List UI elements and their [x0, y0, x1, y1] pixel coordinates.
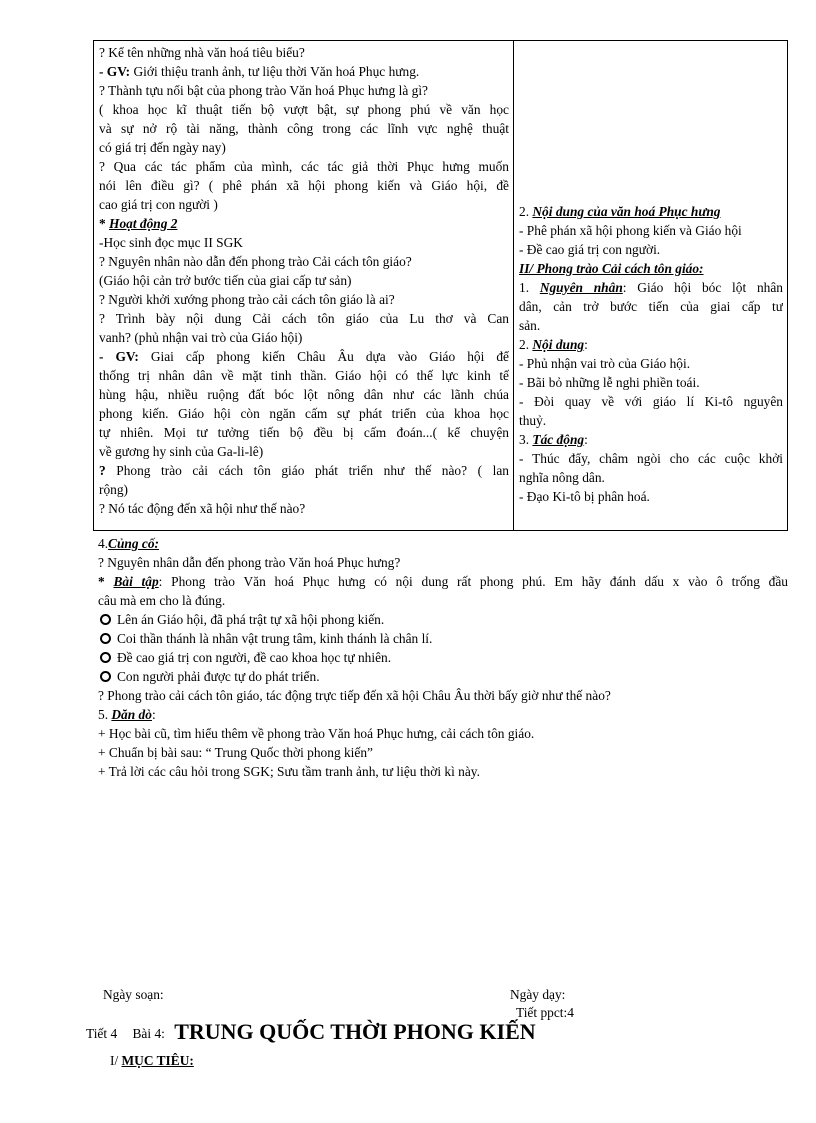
text-line: - Thúc đẩy, châm ngòi cho các cuộc khởi [519, 451, 783, 466]
text-line: - Đòi quay về với giáo lí Ki-tô nguyên [519, 394, 783, 409]
activity-heading: * Hoạt động 2 [99, 216, 178, 231]
text-line: - Đạo Ki-tô bị phân hoá. [519, 489, 650, 504]
text-line: thống trị nhân dân về mặt tinh thần. Giáo hội có thế lực kinh tế [99, 368, 509, 383]
objectives-heading: I/ MỤC TIÊU: [110, 1053, 194, 1068]
cause-line: 1. Nguyên nhân: Giáo hội bóc lột nhân [519, 280, 783, 295]
text-line: - Bãi bỏ những lễ nghi phiền toái. [519, 375, 700, 390]
text-line: - Đề cao giá trị con người. [519, 242, 661, 257]
text-line: ( khoa học kĩ thuật tiến bộ vượt bật, sự phong phú về văn học [99, 102, 509, 117]
text-line: ? Thành tựu nổi bật của phong trào Văn hoá Phục hưng là gì? [99, 83, 428, 98]
text-line: ? Phong trào cải cách tôn giáo, tác động trực tiếp đến xã hội Châu Âu thời bấy giờ như thế nào? [98, 688, 611, 703]
radio-circle-icon[interactable] [100, 652, 111, 663]
option-item[interactable]: Đề cao giá trị con người, đề cao khoa học tự nhiên. [98, 648, 788, 667]
text-line: có giá trị đến ngày nay) [99, 140, 226, 155]
text-line: + Học bài cũ, tìm hiểu thêm về phong trào Văn hoá Phục hưng, cải cách tôn giáo. [98, 726, 535, 741]
text-line: + Chuẩn bị bài sau: “ Trung Quốc thời phong kiến” [98, 745, 373, 760]
option-item[interactable]: Con người phải được tự do phát triển. [98, 667, 788, 686]
option-item[interactable]: Lên án Giáo hội, đã phá trật tự xã hội phong kiến. [98, 610, 788, 629]
lesson-number: Bài 4: [132, 1026, 165, 1041]
lesson-content-column [514, 41, 787, 530]
text-line: thuỷ. [519, 413, 547, 428]
date-prepared: Ngày soạn: [103, 987, 164, 1002]
text-line: - Phủ nhận vai trò của Giáo hội. [519, 356, 691, 371]
text-line: nghĩa nông dân. [519, 470, 605, 485]
text-line: vanh? (phủ nhận vai trò của Giáo hội) [99, 330, 303, 345]
radio-circle-icon[interactable] [100, 671, 111, 682]
text-line: ? Kể tên những nhà văn hoá tiêu biểu? [99, 45, 305, 60]
radio-circle-icon[interactable] [100, 614, 111, 625]
text-line: dân, cản trở bước tiến của giai cấp tư [519, 299, 783, 314]
text-line: hùng hậu, nhiều ruộng đất bóc lột nông dân như các lãnh chúa [99, 387, 509, 402]
period-ppct: Tiết ppct:4 [516, 1005, 574, 1020]
lesson-title: TRUNG QUỐC THỜI PHONG KIẾN [174, 1019, 536, 1044]
impact-heading: 3. Tác động: [519, 432, 588, 447]
text-line: ? Trình bày nội dung Cải cách tôn giáo của Lu thơ và Can [99, 311, 509, 326]
content-heading: 2. Nội dung của văn hoá Phục hưng [519, 204, 721, 219]
text-line: câu mà em cho là đúng. [98, 593, 226, 608]
text-line: -Học sinh đọc mục II SGK [99, 235, 243, 250]
radio-circle-icon[interactable] [100, 633, 111, 644]
text-line: tự nhiên. Mọi tư tưởng tiến bộ đều bị cấm đoán...( kể chuyện [99, 425, 509, 440]
text-line: phong kiến. Giáo hội còn ngăn cấm sự phát triển của khoa học [99, 406, 509, 421]
teacher-activities-column [94, 41, 514, 530]
text-line: - GV: Giới thiệu tranh ảnh, tư liệu thời Văn hoá Phục hưng. [99, 64, 420, 79]
text-line: (Giáo hội cản trở bước tiến của giai cấp tư sản) [99, 273, 352, 288]
content-heading: 2. Nội dung: [519, 337, 588, 352]
text-line: - Phê phán xã hội phong kiến và Giáo hội [519, 223, 742, 238]
consolidation-section [98, 534, 788, 781]
text-line: ? Nguyên nhân dẫn đến phong trào Văn hoá Phục hưng? [98, 555, 401, 570]
section-title: II/ Phong trào Cải cách tôn giáo: [519, 261, 704, 276]
exercise-line: * Bài tập: Phong trào Văn hoá Phục hưng có nội dung rất phong phú. Em hãy đánh dấu x vào ô trống đầu [98, 574, 788, 589]
text-line: - GV: Giai cấp phong kiến Châu Âu dựa vào Giáo hội để [99, 349, 509, 364]
option-item[interactable]: Coi thần thánh là nhân vật trung tâm, kinh thánh là chân lí. [98, 629, 788, 648]
text-line: rộng) [99, 482, 129, 497]
text-line: ? Nguyên nhân nào dẫn đến phong trào Cải cách tôn giáo? [99, 254, 412, 269]
date-taught: Ngày dạy: [510, 987, 566, 1002]
section-heading: 5. Dăn dò: [98, 707, 156, 722]
text-line: ? Nó tác động đến xã hội như thế nào? [99, 501, 306, 516]
gv-note: Giới thiệu tranh ảnh, tư liệu thời Văn hoá Phục hưng. [130, 64, 420, 79]
period-number: Tiết 4 [86, 1026, 118, 1041]
text-line: và sự nở rộ tài năng, thành công trong các lĩnh vực nghệ thuật [99, 121, 509, 136]
text-line: sản. [519, 318, 541, 333]
lesson-heading [86, 1019, 536, 1044]
text-line: ? Phong trào cải cách tôn giáo phát triển như thế nào? ( lan [99, 463, 509, 478]
section-heading: 4.Củng cố: [98, 536, 160, 551]
text-line: nói lên điều gì? ( phê phán xã hội phong kiến và Giáo hội, đề [99, 178, 509, 193]
lesson-table [93, 40, 788, 531]
text-line: ? Qua các tác phẩm của mình, các tác giả thời Phục hưng muốn [99, 159, 509, 174]
text-line: về gương hy sinh của Ga-li-lê) [99, 444, 264, 459]
text-line: + Trả lời các câu hỏi trong SGK; Sưu tầm tranh ảnh, tư liệu thời kì này. [98, 764, 480, 779]
text-line: cao giá trị con người ) [99, 197, 218, 212]
text-line: ? Người khởi xướng phong trào cải cách tôn giáo là ai? [99, 292, 395, 307]
